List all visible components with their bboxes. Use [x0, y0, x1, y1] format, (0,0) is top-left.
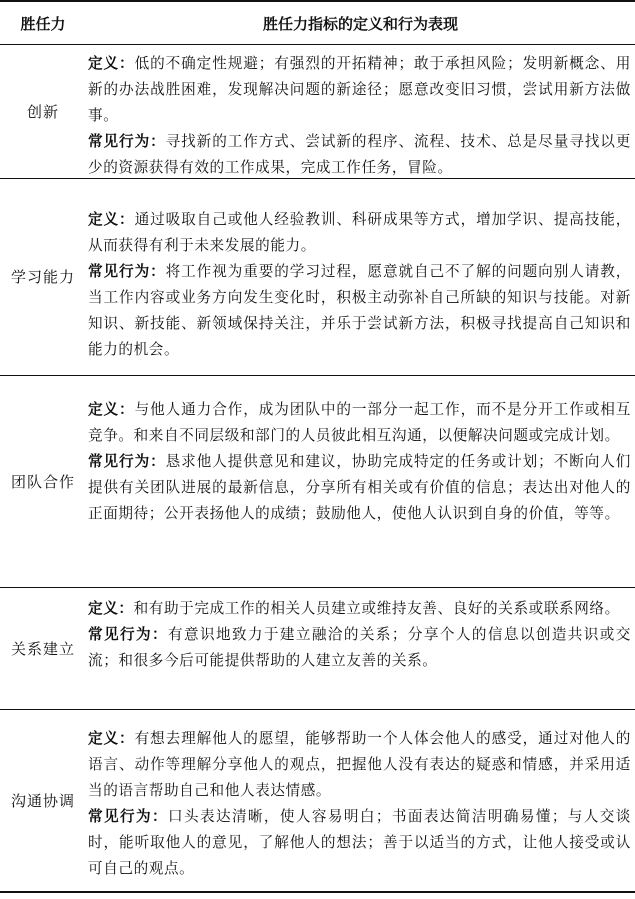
definition-paragraph	[88, 397, 631, 449]
competency-content	[88, 397, 631, 527]
behavior-text: 有意识地致力于建立融洽的关系；分享个人的信息以创造共识或交流；和很多今后可能提供帮助的人建立友善的关系。	[88, 626, 631, 669]
behavior-paragraph	[88, 622, 631, 674]
definition-text: 通过吸取自己或他人经验教训、科研成果等方式，增加学识、提高技能，从而获得有利于未来发展的能力。	[88, 211, 631, 254]
behavior-paragraph	[88, 804, 631, 882]
behavior-text: 寻找新的工作方式、尝试新的程序、流程、技术、总是尽量寻找以更少的资源获得有效的工作成果，完成工作任务，冒险。	[88, 133, 631, 176]
behavior-label: 常见行为：	[88, 808, 168, 825]
definition-label: 定义：	[88, 211, 135, 228]
definition-text: 低的不确定性规避；有强烈的开拓精神；敢于承担风险；发明新概念、用新的办法战胜困难，发现解决问题的新途径；愿意改变旧习惯，尝试用新方法做事。	[88, 55, 631, 124]
definition-label: 定义：	[88, 401, 135, 418]
behavior-text: 将工作视为重要的学习过程，愿意就自己不了解的问题向别人请教，当工作内容或业务方向发生变化时，积极主动弥补自己所缺的知识与技能。对新知识、新技能、新领域保持关注，并乐于尝试新方法，积极寻找提高自己知识和能力的机会。	[88, 263, 631, 358]
definition-paragraph	[88, 207, 631, 259]
behavior-paragraph	[88, 449, 631, 527]
definition-paragraph	[88, 726, 631, 804]
competency-name: 创新	[26, 102, 59, 121]
definition-text: 与他人通力合作，成为团队中的一部分一起工作，而不是分开工作或相互竞争。和来自不同层级和部门的人员彼此相互沟通，以便解决问题或完成计划。	[88, 401, 631, 444]
competency-name: 沟通协调	[10, 791, 75, 810]
table-row-innovation	[0, 44, 635, 179]
competency-name: 关系建立	[10, 639, 75, 658]
definition-paragraph	[88, 51, 631, 129]
competency-content	[88, 726, 631, 882]
competency-name: 团队合作	[10, 472, 75, 491]
behavior-text: 恳求他人提供意见和建议，协助完成特定的任务或计划；不断向人们提供有关团队进展的最新信息，分享所有相关或有价值的信息；表达出对他人的正面期待；公开表扬他人的成绩；鼓励他人，使他人认识到自身的价值，等等。	[88, 453, 631, 522]
definition-label: 定义：	[88, 730, 135, 747]
header-definition-behavior: 胜任力指标的定义和行为表现	[262, 14, 458, 33]
header-competency: 胜任力	[20, 14, 66, 33]
definition-text: 有想去理解他人的愿望，能够帮助一个人体会他人的感受，通过对他人的语言、动作等理解分享他人的观点，把握他人没有表达的疑惑和情感，并采用适当的语言帮助自己和他人表达情感。	[88, 730, 631, 799]
definition-paragraph	[88, 596, 631, 622]
behavior-paragraph	[88, 259, 631, 363]
definition-text: 和有助于完成工作的相关人员建立或维持友善、良好的关系或联系网络。	[133, 600, 620, 617]
behavior-paragraph	[88, 129, 631, 181]
behavior-label: 常见行为：	[88, 453, 166, 470]
table-row-relationship	[0, 587, 635, 710]
definition-label: 定义：	[88, 600, 134, 617]
definition-label: 定义：	[88, 55, 135, 72]
table-row-teamwork	[0, 375, 635, 588]
behavior-label: 常见行为：	[88, 263, 166, 280]
table-row-learning	[0, 178, 635, 376]
competency-content	[88, 596, 631, 674]
behavior-label: 常见行为：	[88, 133, 166, 150]
competency-name: 学习能力	[10, 268, 75, 286]
table-row-communication	[0, 709, 635, 893]
competency-content	[88, 207, 631, 363]
competency-content	[88, 51, 631, 181]
behavior-text: 口头表达清晰，使人容易明白；书面表达简洁明确易懂；与人交谈时，能听取他人的意见，了解他人的想法；善于以适当的方式，让他人接受或认可自己的观点。	[88, 808, 631, 877]
table-header	[0, 2, 635, 45]
behavior-label: 常见行为：	[88, 626, 168, 643]
